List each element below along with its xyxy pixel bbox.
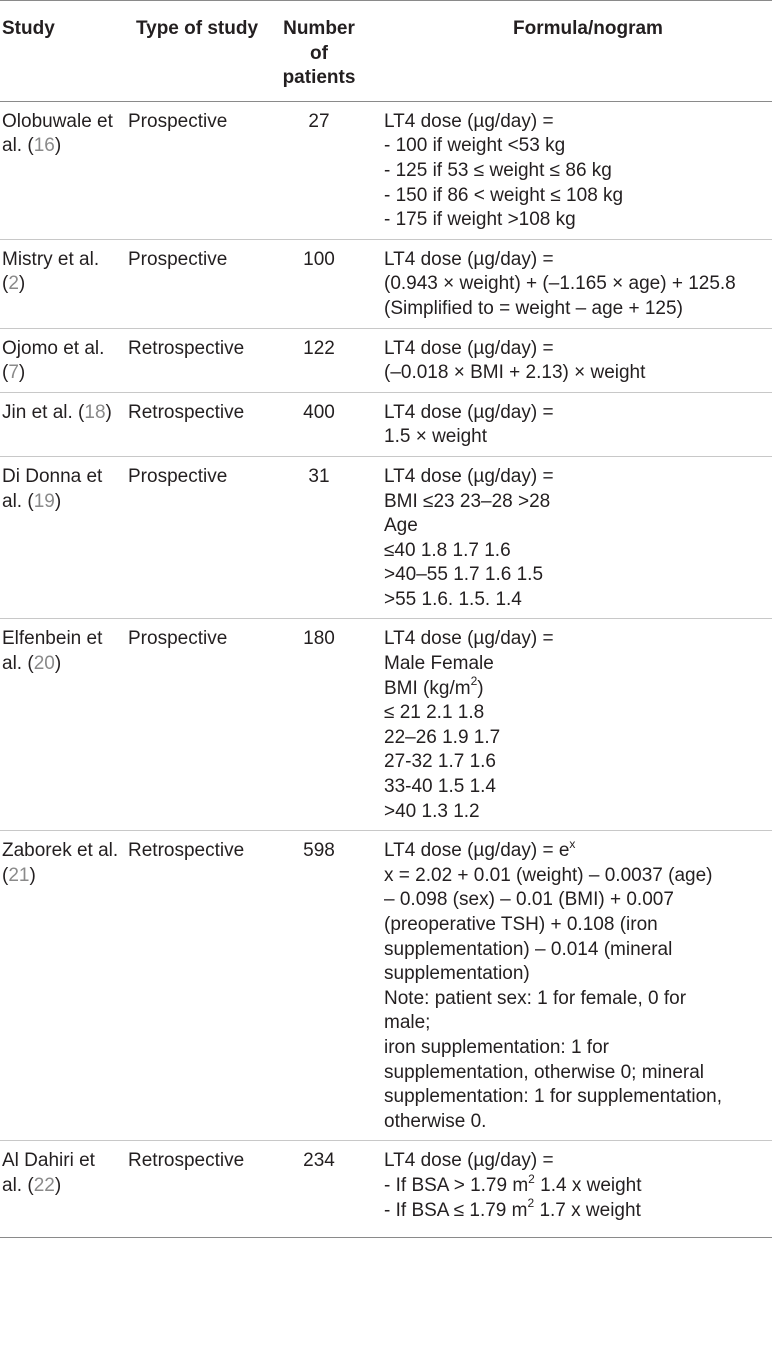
formula-line: ≤40 1.8 1.7 1.6 (384, 539, 511, 561)
reference-link[interactable]: 7 (8, 362, 19, 384)
formula-line: LT4 dose (µg/day) = (384, 465, 554, 487)
formula-line: LT4 dose (µg/day) = (384, 401, 554, 423)
formula-line: Note: patient sex: 1 for female, 0 for (384, 987, 687, 1009)
formula-line: 1.5 × weight (384, 426, 487, 448)
formula-line: - If BSA ≤ 1.79 $m^2$ 1.7 x weight (384, 1196, 641, 1221)
table-row (0, 101, 772, 239)
superscript: x (569, 836, 576, 851)
study-type-cell: Prospective (124, 456, 270, 619)
patients-cell: 31 (270, 456, 368, 619)
reference-link[interactable]: 20 (33, 653, 55, 675)
reference-link[interactable]: 22 (33, 1174, 55, 1196)
formula-line: LT4 dose (µg/day) = (384, 248, 554, 270)
reference-link[interactable]: 19 (33, 490, 55, 512)
table-row (0, 831, 772, 1141)
study-name: Di Donna et al. ( (2, 465, 103, 512)
reference-link[interactable]: 18 (84, 401, 106, 423)
formula-line: (preoperative TSH) + 0.108 (iron (384, 914, 658, 935)
header-row (0, 1, 772, 102)
study-name: Al Dahiri et al. ( (2, 1150, 95, 1196)
header-formula: Formula/nogram (368, 1, 772, 102)
superscript: 2 (470, 674, 478, 689)
formula-cell (368, 101, 772, 239)
study-name: Olobuwale et al. ( (2, 110, 113, 157)
table-row (0, 1141, 772, 1238)
formula-line: Male Female (384, 653, 494, 675)
formula-line: LT4 dose (µg/day) = (384, 337, 554, 359)
study-name: Elfenbein et al. ( (2, 628, 103, 675)
formula-line: – 0.098 (sex) – 0.01 (BMI) + 0.007 (384, 889, 674, 911)
study-cell (0, 456, 124, 619)
formula-cell (368, 239, 772, 328)
formula-line: 27-32 1.7 1.6 (384, 751, 496, 773)
reference-link[interactable]: 21 (8, 864, 30, 886)
patients-cell: 27 (270, 101, 368, 239)
patients-cell: 400 (270, 392, 368, 456)
reference-link[interactable]: 16 (33, 135, 55, 157)
formula-line: LT4 dose (µg/day) = (384, 628, 554, 650)
table-row (0, 239, 772, 328)
study-ref-close: ) (54, 490, 62, 512)
study-type-cell: Prospective (124, 619, 270, 831)
patients-cell: 122 (270, 328, 368, 392)
study-name: Jin et al. ( (2, 401, 85, 423)
formula-line: - 125 if 53 ≤ weight ≤ 86 kg (384, 159, 612, 181)
formula-line: 22–26 1.9 1.7 (384, 726, 501, 748)
formula-line: ≤ 21 2.1 1.8 (384, 702, 485, 724)
study-ref-close: ) (18, 273, 26, 295)
formula-line: - 175 if weight >108 kg (384, 209, 576, 231)
study-type-cell: Retrospective (124, 1141, 270, 1238)
formula-line: supplementation) – 0.014 (mineral (384, 938, 673, 960)
formula-line: - If BSA > 1.79 $m^2$ 1.4 x weight (384, 1171, 642, 1196)
formula-cell (368, 392, 772, 456)
formula-line: otherwise 0. (384, 1110, 487, 1132)
formula-cell (368, 328, 772, 392)
formula-line: BMI ≤23 23–28 >28 (384, 490, 551, 512)
study-name: Zaborek et al. ( (2, 840, 119, 886)
study-cell (0, 1141, 124, 1238)
formula-line: Age (384, 515, 418, 537)
study-type-cell: Retrospective (124, 392, 270, 456)
formula-line: >40 1.3 1.2 (384, 800, 480, 822)
study-type-cell: Prospective (124, 101, 270, 239)
formula-line: supplementation, otherwise 0; mineral (384, 1061, 705, 1083)
patients-cell: 234 (270, 1141, 368, 1238)
study-cell (0, 831, 124, 1141)
header-type: Type of study (124, 1, 270, 102)
table-row (0, 392, 772, 456)
formula-line: >55 1.6. 1.5. 1.4 (384, 588, 522, 610)
table-body (0, 101, 772, 1237)
study-ref-close: ) (18, 362, 26, 384)
formula-line: (Simplified to = weight – age + 125) (384, 297, 683, 319)
study-type-cell: Prospective (124, 239, 270, 328)
formula-line: 33-40 1.5 1.4 (384, 776, 496, 798)
study-type-cell: Retrospective (124, 831, 270, 1141)
study-ref-close: ) (105, 401, 112, 423)
study-ref-close: ) (29, 864, 36, 886)
formula-line: - 150 if 86 < weight ≤ 108 kg (384, 184, 624, 206)
formula-line: - 100 if weight <53 kg (384, 135, 566, 157)
study-ref-close: ) (54, 1174, 62, 1196)
study-type-cell: Retrospective (124, 328, 270, 392)
superscript: 2 (528, 1171, 535, 1186)
formula-line: x = 2.02 + 0.01 (weight) – 0.0037 (age) (384, 864, 713, 886)
superscript: 2 (527, 1196, 535, 1211)
formula-cell (368, 831, 772, 1141)
formula-line: >40–55 1.7 1.6 1.5 (384, 564, 544, 586)
header-number: Number of patients (270, 1, 368, 102)
formula-line: LT4 dose $(\mu g/day) = e^x$ (384, 836, 576, 862)
patients-cell: 180 (270, 619, 368, 831)
table-row (0, 619, 772, 831)
study-cell (0, 392, 124, 456)
reference-link[interactable]: 2 (8, 273, 19, 295)
formula-line: iron supplementation: 1 for (384, 1036, 609, 1058)
header-study: Study (0, 1, 124, 102)
patients-cell: 100 (270, 239, 368, 328)
formula-line: (0.943 × weight) + (–1.165 × age) + 125.8 (384, 273, 736, 295)
study-cell (0, 619, 124, 831)
formula-cell (368, 619, 772, 831)
formula-cell (368, 456, 772, 619)
formula-line: supplementation: 1 for supplementation, (384, 1086, 722, 1108)
formula-line: BMI $(kg/m^2)$ (384, 674, 484, 699)
table-row (0, 456, 772, 619)
study-name: Mistry et al. ( (2, 248, 100, 295)
study-ref-close: ) (54, 135, 62, 157)
formula-cell (368, 1141, 772, 1238)
table-header (0, 1, 772, 102)
formula-line: LT4 dose (µg/day) = (384, 1150, 554, 1172)
study-ref-close: ) (54, 653, 62, 675)
study-cell (0, 328, 124, 392)
formula-line: LT4 dose (µg/day) = (384, 110, 554, 132)
study-name: Ojomo et al. ( (2, 337, 105, 384)
study-cell (0, 239, 124, 328)
study-cell (0, 101, 124, 239)
patients-cell: 598 (270, 831, 368, 1141)
formula-line: (–0.018 × BMI + 2.13) × weight (384, 362, 646, 384)
formula-line: male; (384, 1012, 431, 1034)
formula-line: supplementation) (384, 963, 530, 985)
table-row (0, 328, 772, 392)
